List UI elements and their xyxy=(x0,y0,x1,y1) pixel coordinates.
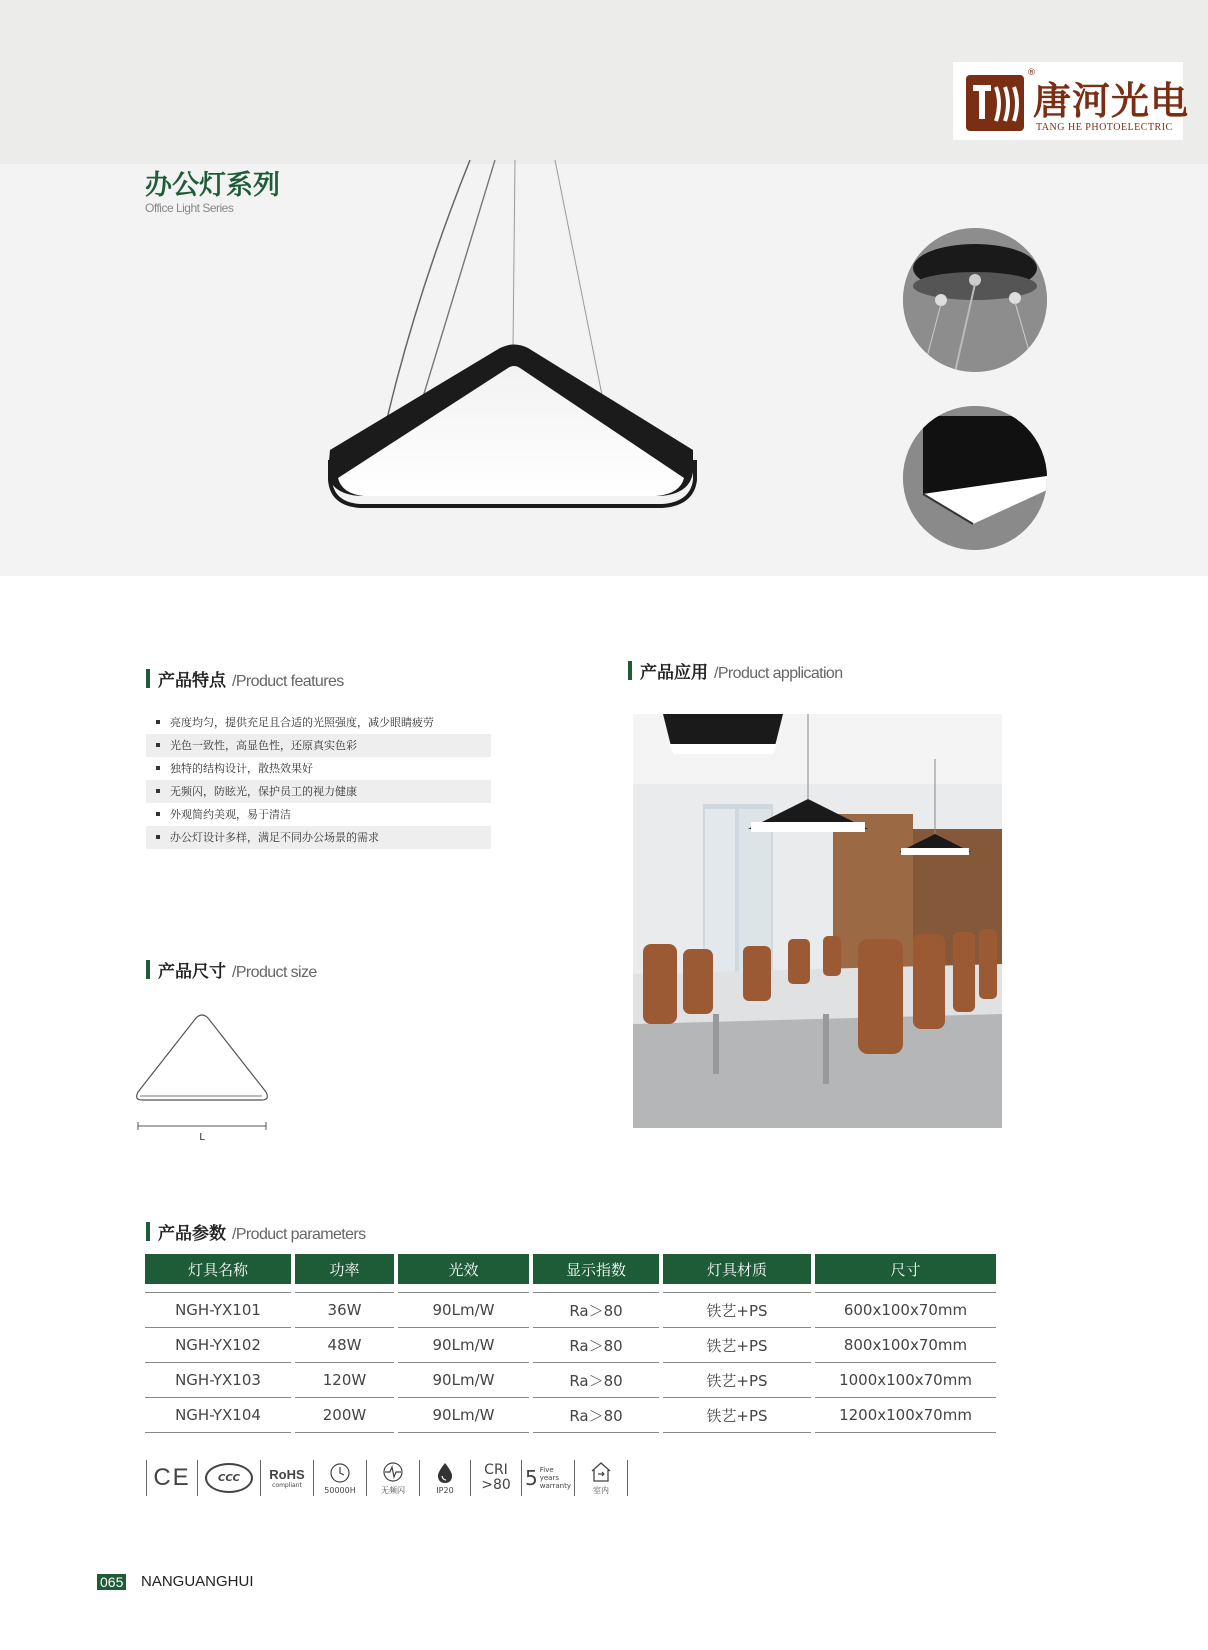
logo-english-name: TANG HE PHOTOELECTRIC xyxy=(1036,122,1173,133)
series-subtitle: Office Light Series xyxy=(145,201,234,215)
column-header: 灯具名称 xyxy=(145,1254,291,1284)
column-header: 功率 xyxy=(295,1254,394,1284)
features-heading-en: /Product features xyxy=(232,673,344,690)
table-cell: 600x100x70mm xyxy=(815,1292,996,1328)
detail-edge-image xyxy=(903,406,1047,550)
rohs-mark-icon: RoHS compliant xyxy=(269,1467,305,1489)
feature-text: 外观简约美观，易于清洁 xyxy=(170,808,291,821)
size-heading-cn: 产品尺寸 xyxy=(158,962,226,982)
feature-text: 光色一致性，高显色性，还原真实色彩 xyxy=(170,739,357,752)
dimension-label: L xyxy=(199,1132,205,1140)
table-cell: 90Lm/W xyxy=(398,1398,529,1433)
feature-item xyxy=(146,757,491,780)
table-cell: Ra＞80 xyxy=(533,1292,659,1328)
application-office-photo xyxy=(633,714,1002,1128)
bullet-icon xyxy=(156,789,160,793)
bullet-icon xyxy=(156,812,160,816)
feature-item xyxy=(146,826,491,849)
heading-accent-bar xyxy=(146,1222,150,1241)
heading-accent-bar xyxy=(146,960,150,979)
no-flicker-icon: 无频闪 xyxy=(367,1458,419,1498)
table-cell: Ra＞80 xyxy=(533,1328,659,1363)
table-cell: 48W xyxy=(295,1328,394,1363)
footer-brand: NANGUANGHUI xyxy=(141,1573,254,1590)
size-diagram xyxy=(136,1010,276,1140)
bullet-icon xyxy=(156,720,160,724)
feature-text: 无频闪，防眩光，保护员工的视力健康 xyxy=(170,785,357,798)
feature-item xyxy=(146,734,491,757)
table-row xyxy=(145,1292,996,1328)
feature-text: 独特的结构设计，散热效果好 xyxy=(170,762,313,775)
cri-icon: CRI >80 xyxy=(481,1462,511,1493)
bullet-icon xyxy=(156,835,160,839)
brand-logo xyxy=(953,62,1190,140)
column-header: 尺寸 xyxy=(815,1254,996,1284)
table-row xyxy=(145,1398,996,1433)
features-list xyxy=(146,711,491,849)
table-cell: NGH-YX104 xyxy=(145,1398,291,1433)
logo-mark-icon xyxy=(966,75,1024,131)
params-heading-en: /Product parameters xyxy=(232,1226,366,1243)
feature-item xyxy=(146,711,491,734)
heading-accent-bar xyxy=(628,661,632,680)
certification-icons xyxy=(146,1458,628,1498)
table-cell: Ra＞80 xyxy=(533,1398,659,1433)
ip-rating-icon: IP20 xyxy=(420,1458,470,1498)
table-cell: NGH-YX102 xyxy=(145,1328,291,1363)
size-heading xyxy=(146,957,317,982)
divider xyxy=(627,1460,628,1496)
table-cell: 90Lm/W xyxy=(398,1363,529,1398)
logo-chinese-name: 唐河光电 xyxy=(1033,78,1190,123)
page-number: 065 xyxy=(97,1574,126,1590)
table-cell: 铁艺+PS xyxy=(663,1292,811,1328)
column-header: 光效 xyxy=(398,1254,529,1284)
application-heading-cn: 产品应用 xyxy=(640,663,708,683)
ccc-mark-icon: CCC xyxy=(198,1458,260,1498)
bullet-icon xyxy=(156,743,160,747)
registered-mark: ® xyxy=(1027,68,1036,78)
table-cell: 1200x100x70mm xyxy=(815,1398,996,1433)
features-heading xyxy=(146,666,344,691)
table-cell: Ra＞80 xyxy=(533,1363,659,1398)
bullet-icon xyxy=(156,766,160,770)
table-cell: 铁艺+PS xyxy=(663,1363,811,1398)
product-pendant-lamp-image xyxy=(300,160,720,520)
column-header: 显示指数 xyxy=(533,1254,659,1284)
table-cell: 铁艺+PS xyxy=(663,1398,811,1433)
features-heading-cn: 产品特点 xyxy=(158,671,226,691)
series-title: 办公灯系列 xyxy=(145,170,280,201)
table-cell: 90Lm/W xyxy=(398,1292,529,1328)
table-cell: 800x100x70mm xyxy=(815,1328,996,1363)
feature-text: 亮度均匀，提供充足且合适的光照强度，减少眼睛疲劳 xyxy=(170,716,434,729)
params-heading xyxy=(146,1219,366,1244)
params-heading-cn: 产品参数 xyxy=(158,1224,226,1244)
table-row xyxy=(145,1328,996,1363)
parameters-table xyxy=(141,1254,1000,1433)
table-cell: NGH-YX103 xyxy=(145,1363,291,1398)
column-header: 灯具材质 xyxy=(663,1254,811,1284)
table-cell: 120W xyxy=(295,1363,394,1398)
application-heading xyxy=(628,658,843,683)
indoor-icon: 室内 xyxy=(575,1458,627,1498)
table-cell: 1000x100x70mm xyxy=(815,1363,996,1398)
size-heading-en: /Product size xyxy=(232,964,317,981)
feature-text: 办公灯设计多样，满足不同办公场景的需求 xyxy=(170,831,379,844)
heading-accent-bar xyxy=(146,669,150,688)
table-cell: 铁艺+PS xyxy=(663,1328,811,1363)
application-heading-en: /Product application xyxy=(714,665,843,682)
ce-mark-icon: CE xyxy=(153,1464,191,1491)
detail-canopy-image xyxy=(903,228,1047,372)
table-header-row xyxy=(145,1254,996,1284)
feature-item xyxy=(146,780,491,803)
lifetime-icon: 50000H xyxy=(314,1458,366,1498)
table-cell: 90Lm/W xyxy=(398,1328,529,1363)
table-row xyxy=(145,1363,996,1398)
feature-item xyxy=(146,803,491,826)
table-cell: NGH-YX101 xyxy=(145,1292,291,1328)
table-cell: 36W xyxy=(295,1292,394,1328)
warranty-icon: 5 Five years warranty xyxy=(525,1466,571,1490)
table-cell: 200W xyxy=(295,1398,394,1433)
